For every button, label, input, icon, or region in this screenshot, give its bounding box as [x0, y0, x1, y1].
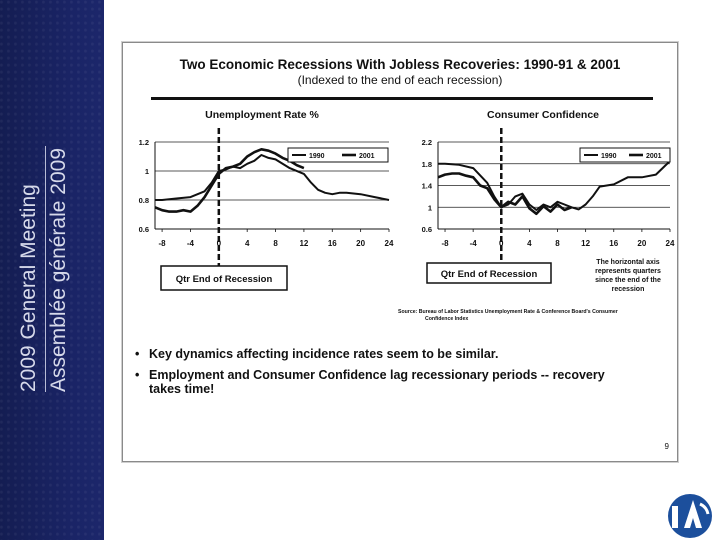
y-tick-label: 1: [144, 167, 149, 176]
axis-note-4: recession: [611, 286, 645, 293]
x-tick-label: 20: [356, 239, 366, 248]
bullet-2-cont: takes time!: [149, 382, 215, 396]
y-tick-label: 1.8: [421, 159, 432, 169]
bullet-2: Employment and Consumer Confidence lag recessionary periods -- recovery: [149, 368, 605, 382]
chart-title-unemployment: Unemployment Rate %: [205, 109, 319, 121]
bullet-1: Key dynamics affecting incidence rates seem to be similar.: [149, 347, 499, 361]
x-tick-label: 0: [216, 239, 222, 248]
legend-label-2001: 2001: [359, 153, 375, 160]
x-tick-label: 20: [637, 239, 647, 248]
axis-note-2: represents quarters: [595, 268, 661, 275]
slide-title: Two Economic Recessions With Jobless Recoveries: 1990-91 & 2001: [179, 57, 621, 72]
legend-label-1990: 1990: [601, 153, 617, 160]
page-number: 9: [664, 442, 669, 451]
x-tick-label: 24: [384, 239, 394, 248]
y-tick-label: 2.2: [421, 138, 432, 147]
source-note: Source: Bureau of Labor Statistics Unemployment Rate & Conference Board's Consumer: [398, 309, 618, 315]
y-tick-label: 1.2: [138, 138, 149, 147]
meeting-title-fr: Assemblée générale 2009: [47, 147, 70, 392]
y-tick-label: 1.4: [421, 181, 432, 191]
legend-label-2001: 2001: [646, 153, 662, 160]
meeting-title-en: 2009 General Meeting: [17, 184, 40, 392]
x-tick-label: 16: [327, 239, 337, 248]
x-tick-label: 4: [244, 239, 250, 248]
series-line-2001: [438, 174, 572, 214]
x-tick-label: 0: [499, 239, 504, 248]
recession-label-left: Qtr End of Recession: [175, 274, 273, 285]
y-tick-label: 0.8: [138, 196, 149, 205]
chart-confidence: [422, 128, 675, 263]
x-tick-label: 24: [665, 239, 675, 248]
axis-note-1: The horizontal axis: [596, 259, 660, 266]
x-tick-label: 12: [581, 239, 591, 248]
x-tick-label: -8: [158, 239, 166, 248]
x-tick-label: -8: [441, 239, 449, 248]
bullet-marker: •: [135, 368, 140, 382]
source-note-2: Confidence Index: [425, 316, 469, 322]
x-tick-label: -4: [469, 239, 477, 248]
chart-title-confidence: Consumer Confidence: [486, 109, 600, 121]
x-tick-label: 8: [555, 239, 560, 248]
x-tick-label: 16: [609, 239, 619, 248]
slide-subtitle: (Indexed to the end of each recession): [297, 73, 503, 87]
y-tick-label: 0.6: [421, 225, 432, 234]
x-tick-label: -4: [186, 239, 195, 248]
x-tick-label: 12: [299, 239, 309, 248]
legend-label-1990: 1990: [309, 153, 325, 160]
axis-note-3: since the end of the: [595, 277, 661, 284]
y-tick-label: 0.6: [138, 225, 149, 234]
organization-logo: [668, 494, 712, 538]
recession-label-right: Qtr End of Recession: [440, 269, 538, 280]
series-line-2001: [155, 149, 304, 211]
chart-unemployment: [139, 128, 394, 266]
bullet-marker: •: [135, 347, 140, 361]
x-tick-label: 8: [273, 239, 278, 248]
x-tick-label: 4: [527, 239, 532, 248]
y-tick-label: 1: [427, 203, 432, 213]
